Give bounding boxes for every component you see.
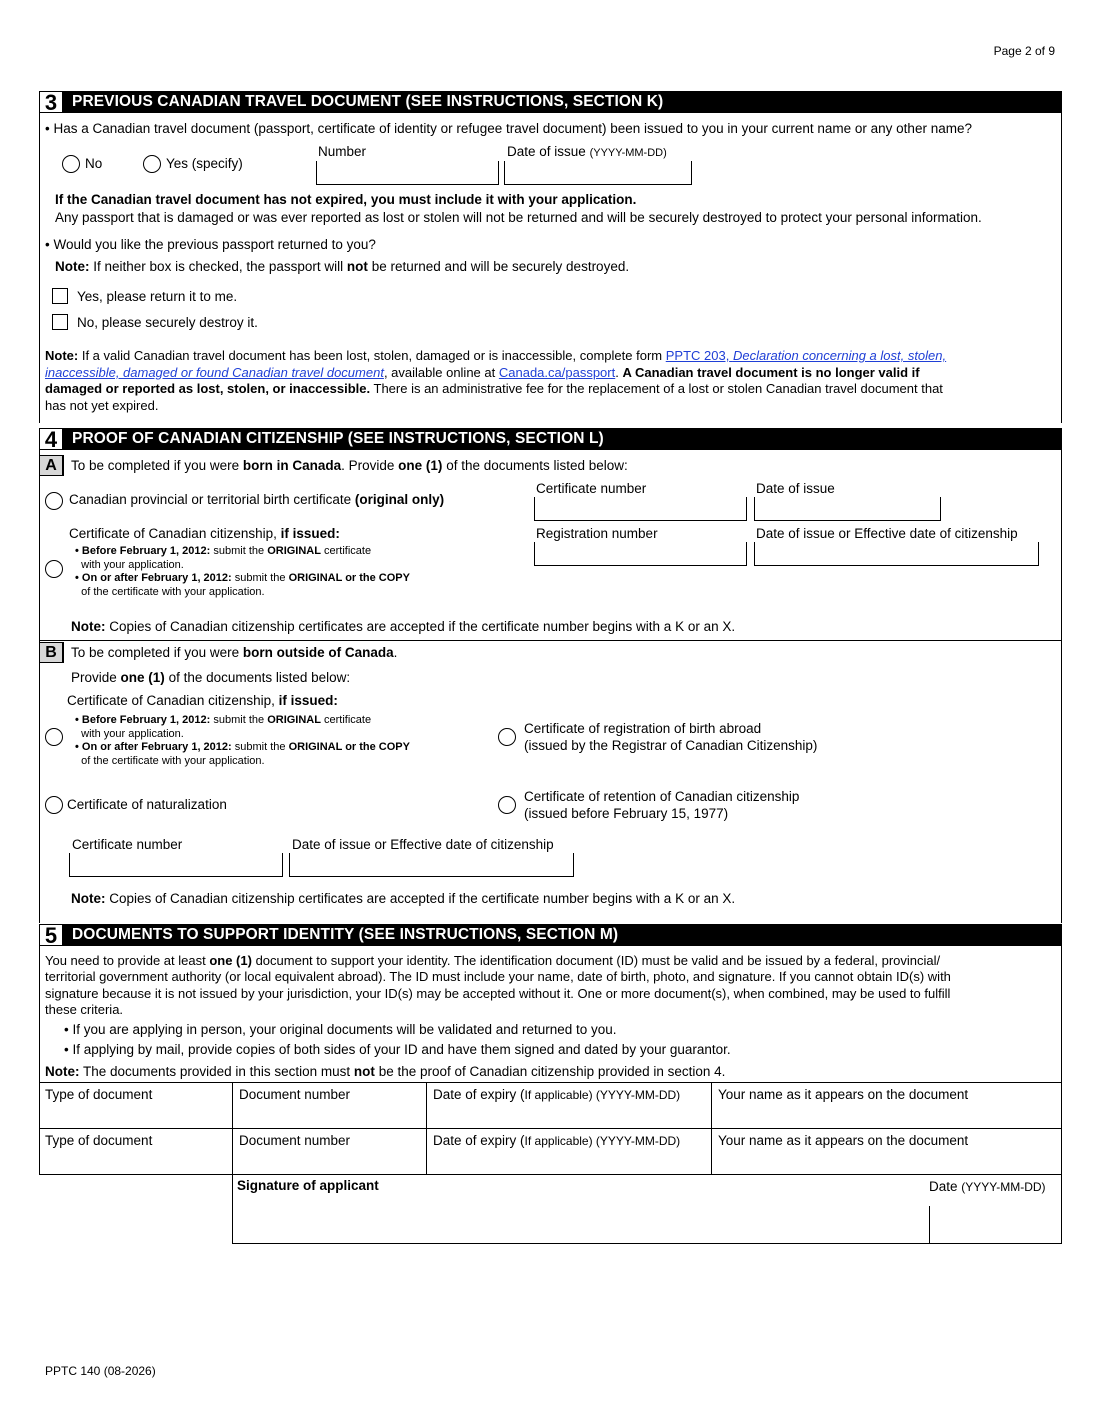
section-border-right [1061, 946, 1062, 1244]
type-of-document-1[interactable]: Type of document [45, 1087, 153, 1102]
birth-certificate-radio[interactable] [45, 492, 63, 510]
return-question: • Would you like the previous passport returned to you? [45, 237, 376, 252]
date-divider [929, 1206, 930, 1244]
table-divider [232, 1082, 233, 1175]
certificate-number-label: Certificate number [536, 481, 647, 496]
table-divider [711, 1082, 712, 1175]
registration-birth-abroad-label: Certificate of registration of birth abroad (issued by the Registrar of Canadian Citizenship) [524, 721, 818, 753]
citizenship-certificate-label: Certificate of Canadian citizenship, if issued: [69, 526, 340, 541]
section-5-header [39, 924, 1062, 946]
naturalization-radio[interactable] [45, 796, 63, 814]
copies-note: Note: Copies of Canadian citizenship certificates are accepted if the certificate number begins with a K or an X. [71, 891, 736, 906]
section-number: 4 [39, 428, 63, 450]
travel-doc-question: • Has a Canadian travel document (passport, certificate of identity or refugee travel document) been issued to you in your current name or any other name? [45, 121, 972, 136]
table-border [39, 1174, 1062, 1175]
document-number-field[interactable] [316, 161, 499, 185]
section-border-left [39, 113, 40, 423]
table-divider [426, 1082, 427, 1175]
divider [63, 455, 64, 476]
name-on-document-2[interactable]: Your name as it appears on the document [718, 1133, 969, 1148]
effective-date-field[interactable] [754, 542, 1039, 566]
divider [63, 642, 64, 663]
part-b-provide: Provide one (1) of the documents listed below: [71, 670, 351, 685]
canada-passport-link[interactable]: Canada.ca/passport [498, 364, 616, 380]
naturalization-label: Certificate of naturalization [67, 797, 227, 812]
identity-instructions: You need to provide at least one (1) document to support your identity. The identification document (ID) must be valid and be issued by a federal, provincial/ territorial government authority (or local equivalent abroad). The ID must include your name, date of birth, photo, and signature. If you cannot obtain ID(s) with signature because it is not issued by your jurisdiction, your ID(s) may be accepted without it. One or more document(s), when combined, may be used to fulfill these criteria. [45, 953, 951, 1017]
section-title: DOCUMENTS TO SUPPORT IDENTITY (SEE INSTRUCTIONS, SECTION M) [72, 926, 619, 943]
retention-radio[interactable] [498, 796, 516, 814]
return-note: Note: If neither box is checked, the passport will not be returned and will be securely destroyed. [55, 259, 630, 274]
part-a-intro: To be completed if you were born in Canada. Provide one (1) of the documents listed below: [71, 458, 628, 473]
copies-note: Note: Copies of Canadian citizenship certificates are accepted if the certificate number begins with a K or an X. [71, 619, 736, 634]
number-label: Number [318, 144, 367, 159]
return-yes-checkbox[interactable] [52, 288, 68, 304]
certificate-number-label: Certificate number [72, 837, 183, 852]
registration-birth-abroad-radio[interactable] [498, 728, 516, 746]
certificate-number-b-field[interactable] [69, 853, 283, 877]
citizenship-certificate-label: Certificate of Canadian citizenship, if issued: [67, 693, 338, 708]
signature-label: Signature of applicant [237, 1178, 379, 1193]
date-of-issue-label: Date of issue (YYYY-MM-DD) [507, 144, 667, 159]
not-expired-note: If the Canadian travel document has not expired, you must include it with your application. [55, 192, 637, 207]
citizenship-date-rules: • Before February 1, 2012: submit the ORIGINAL certificate with your application. • On or after February 1, 2012: submit the ORIGINAL or the COPY of the certificate with your application. [75, 545, 410, 598]
birth-certificate-label: Canadian provincial or territorial birth certificate (original only) [69, 492, 445, 507]
effective-date-label: Date of issue or Effective date of citizenship [756, 526, 1018, 541]
effective-date-b-field[interactable] [289, 853, 574, 877]
type-of-document-2[interactable]: Type of document [45, 1133, 153, 1148]
table-border [39, 1128, 1062, 1129]
signature-field[interactable] [236, 1198, 926, 1242]
in-person-bullet: • If you are applying in person, your original documents will be validated and returned to you. [64, 1022, 617, 1037]
date-of-expiry-1[interactable]: Date of expiry (If applicable) (YYYY-MM-DD) [433, 1087, 681, 1102]
section-border-left [39, 946, 40, 1175]
section-4-header [39, 428, 1062, 450]
date-of-issue-label: Date of issue [756, 481, 835, 496]
certificate-number-field[interactable] [534, 497, 747, 521]
divider [39, 640, 1062, 641]
return-no-label: No, please securely destroy it. [77, 315, 258, 330]
damaged-passport-note: Any passport that is damaged or was ever reported as lost or stolen will not be returned and will be securely destroyed to protect your personal information. [55, 210, 982, 225]
section-border-right [1061, 450, 1062, 923]
return-no-checkbox[interactable] [52, 314, 68, 330]
citizenship-date-rules: • Before February 1, 2012: submit the ORIGINAL certificate with your application. • On or after February 1, 2012: submit the ORIGINAL or the COPY of the certificate with your application. [75, 714, 410, 767]
signature-border-bottom [232, 1243, 1062, 1244]
citizenship-certificate-b-radio[interactable] [45, 728, 63, 746]
section-5-note: Note: The documents provided in this section must not be the proof of Canadian citizenship provided in section 4. [45, 1064, 726, 1079]
name-on-document-1[interactable]: Your name as it appears on the document [718, 1087, 969, 1102]
signature-border-left [232, 1174, 233, 1244]
form-code: PPTC 140 (08-2026) [45, 1364, 156, 1378]
signature-date-field[interactable] [932, 1208, 1058, 1242]
part-b-letter: B [39, 642, 63, 663]
pptc-203-link[interactable]: PPTC 203, Declaration concerning a lost, stolen, inaccessible, damaged or found Canadian travel document [45, 348, 947, 380]
registration-number-field[interactable] [534, 542, 747, 566]
table-border [39, 1082, 1062, 1083]
return-yes-label: Yes, please return it to me. [77, 289, 238, 304]
retention-label: Certificate of retention of Canadian citizenship (issued before February 15, 1977) [524, 789, 800, 821]
date-of-issue-field[interactable] [754, 497, 941, 521]
document-number-2[interactable]: Document number [239, 1133, 351, 1148]
by-mail-bullet: • If applying by mail, provide copies of both sides of your ID and have them signed and dated by your guarantor. [64, 1042, 731, 1057]
part-b-intro: To be completed if you were born outside of Canada. [71, 645, 398, 660]
section-3-header [39, 91, 1062, 113]
citizenship-certificate-radio[interactable] [45, 560, 63, 578]
effective-date-label: Date of issue or Effective date of citizenship [292, 837, 554, 852]
section-number: 5 [39, 924, 63, 946]
section-border-right [1061, 113, 1062, 423]
lost-stolen-note: Note: If a valid Canadian travel document has been lost, stolen, damaged or is inaccessible, complete form PPTC 203, Declaration concerning a lost, stolen, inaccessible, damaged or found Canadian travel document, available online at Canada.ca/passport. A Canadian travel document is no longer valid if damaged or reported as lost, stolen, or inaccessible. There is an administrative fee for the replacement of a lost or stolen Canadian travel document that has not yet expired. [45, 348, 947, 414]
date-of-issue-field[interactable] [504, 161, 692, 185]
section-number: 3 [39, 91, 63, 113]
signature-date-label: Date (YYYY-MM-DD) [929, 1179, 1046, 1194]
no-label: No [85, 156, 103, 171]
section-title: PREVIOUS CANADIAN TRAVEL DOCUMENT (SEE INSTRUCTIONS, SECTION K) [72, 93, 664, 110]
date-of-expiry-2[interactable]: Date of expiry (If applicable) (YYYY-MM-DD) [433, 1133, 681, 1148]
section-title: PROOF OF CANADIAN CITIZENSHIP (SEE INSTRUCTIONS, SECTION L) [72, 430, 604, 447]
document-number-1[interactable]: Document number [239, 1087, 351, 1102]
section-border-left [39, 450, 40, 923]
no-radio[interactable] [62, 155, 80, 173]
yes-label: Yes (specify) [166, 156, 243, 171]
page-number: Page 2 of 9 [993, 44, 1055, 58]
part-a-letter: A [39, 455, 63, 476]
registration-number-label: Registration number [536, 526, 658, 541]
yes-radio[interactable] [143, 155, 161, 173]
